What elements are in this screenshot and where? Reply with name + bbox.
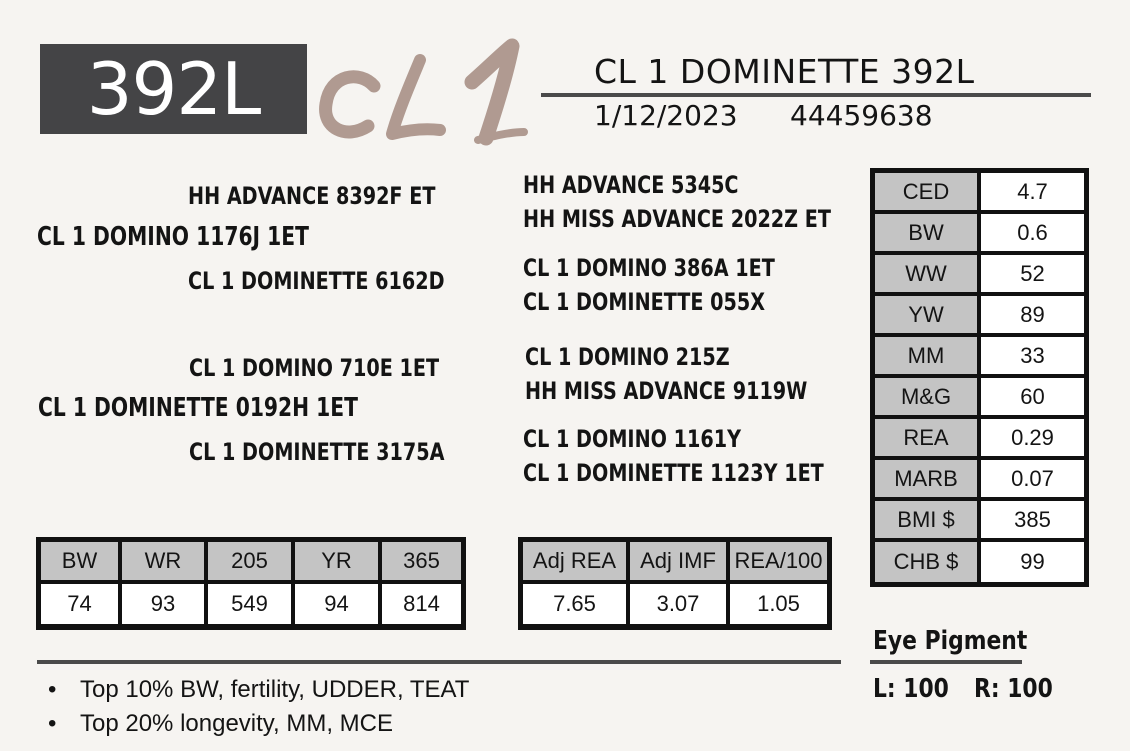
performance-header: YR bbox=[295, 542, 378, 580]
epd-value: 0.6 bbox=[981, 214, 1084, 251]
note-item bbox=[48, 710, 393, 738]
dam-dam-sire: CL 1 DOMINO 1161Y bbox=[523, 425, 741, 453]
performance-header: 205 bbox=[208, 542, 291, 580]
epd-label: REA bbox=[875, 419, 977, 456]
performance-header: BW bbox=[41, 542, 118, 580]
epd-value: 33 bbox=[981, 337, 1084, 374]
epd-row-yw bbox=[870, 296, 1089, 333]
epd-table bbox=[870, 168, 1089, 587]
animal-name: CL 1 DOMINETTE 392L bbox=[594, 52, 975, 91]
dam-sire-dam: HH MISS ADVANCE 9119W bbox=[525, 377, 808, 405]
sire-dam: CL 1 DOMINETTE 6162D bbox=[188, 267, 445, 295]
dam-dam-dam: CL 1 DOMINETTE 1123Y 1ET bbox=[523, 459, 824, 487]
epd-row-chb bbox=[870, 542, 1089, 582]
eye-pigment-title: Eye Pigment bbox=[873, 626, 1028, 656]
epd-value: 89 bbox=[981, 296, 1084, 333]
epd-row-bmi bbox=[870, 501, 1089, 538]
performance-header: WR bbox=[122, 542, 204, 580]
epd-row-bw bbox=[870, 214, 1089, 251]
performance-header: 365 bbox=[382, 542, 461, 580]
eye-pigment-right: R: 100 bbox=[974, 674, 1053, 704]
note-item bbox=[48, 676, 469, 704]
dam-sire-sire: CL 1 DOMINO 215Z bbox=[525, 343, 730, 371]
performance-table bbox=[36, 537, 466, 630]
carcass-header: REA/100 bbox=[730, 542, 827, 580]
performance-value: 94 bbox=[295, 584, 378, 624]
registration-number: 44459638 bbox=[790, 99, 933, 132]
performance-value: 549 bbox=[208, 584, 291, 624]
carcass-value: 1.05 bbox=[730, 584, 827, 624]
sire-dam-dam: CL 1 DOMINETTE 055X bbox=[523, 288, 766, 316]
sire: CL 1 DOMINO 1176J 1ET bbox=[37, 222, 309, 252]
tag-number: 392L bbox=[86, 47, 261, 131]
epd-row-marb bbox=[870, 460, 1089, 497]
brand-logo bbox=[312, 24, 542, 154]
notes-divider bbox=[37, 660, 841, 664]
epd-row-ww bbox=[870, 255, 1089, 292]
eye-pigment-divider bbox=[870, 660, 1022, 664]
dam-dam: CL 1 DOMINETTE 3175A bbox=[189, 438, 445, 466]
eye-pigment-values bbox=[873, 674, 1053, 704]
epd-value: 60 bbox=[981, 378, 1084, 415]
performance-value: 74 bbox=[41, 584, 118, 624]
performance-value: 814 bbox=[382, 584, 461, 624]
epd-value: 99 bbox=[981, 542, 1084, 582]
epd-row-ced bbox=[870, 173, 1089, 210]
epd-row-mm bbox=[870, 337, 1089, 374]
header-divider bbox=[541, 93, 1091, 97]
bullet-icon: • bbox=[48, 676, 57, 703]
epd-label: MM bbox=[875, 337, 977, 374]
performance-value: 93 bbox=[122, 584, 204, 624]
epd-label: CED bbox=[875, 173, 977, 210]
birth-date: 1/12/2023 bbox=[594, 99, 738, 132]
epd-label: BMI $ bbox=[875, 501, 977, 538]
epd-label: YW bbox=[875, 296, 977, 333]
sire-sire: HH ADVANCE 8392F ET bbox=[188, 182, 436, 210]
epd-row-mg bbox=[870, 378, 1089, 415]
dam-sire: CL 1 DOMINO 710E 1ET bbox=[189, 354, 440, 382]
epd-value: 0.29 bbox=[981, 419, 1084, 456]
note-text: Top 10% BW, fertility, UDDER, TEAT bbox=[80, 676, 470, 703]
epd-label: CHB $ bbox=[875, 542, 977, 582]
carcass-value: 7.65 bbox=[523, 584, 626, 624]
epd-value: 4.7 bbox=[981, 173, 1084, 210]
carcass-header: Adj IMF bbox=[630, 542, 726, 580]
dam: CL 1 DOMINETTE 0192H 1ET bbox=[38, 393, 358, 423]
tag-number-box bbox=[40, 44, 307, 134]
sire-sire-dam: HH MISS ADVANCE 2022Z ET bbox=[523, 205, 831, 233]
epd-row-rea bbox=[870, 419, 1089, 456]
epd-value: 385 bbox=[981, 501, 1084, 538]
epd-label: M&G bbox=[875, 378, 977, 415]
epd-label: MARB bbox=[875, 460, 977, 497]
carcass-header: Adj REA bbox=[523, 542, 626, 580]
sire-sire-sire: HH ADVANCE 5345C bbox=[523, 171, 739, 199]
carcass-table bbox=[518, 537, 832, 630]
epd-label: WW bbox=[875, 255, 977, 292]
epd-label: BW bbox=[875, 214, 977, 251]
epd-value: 52 bbox=[981, 255, 1084, 292]
note-text: Top 20% longevity, MM, MCE bbox=[80, 710, 393, 737]
epd-value: 0.07 bbox=[981, 460, 1084, 497]
bullet-icon: • bbox=[48, 710, 57, 737]
carcass-value: 3.07 bbox=[630, 584, 726, 624]
sire-dam-sire: CL 1 DOMINO 386A 1ET bbox=[523, 254, 775, 282]
eye-pigment-left: L: 100 bbox=[873, 674, 949, 704]
